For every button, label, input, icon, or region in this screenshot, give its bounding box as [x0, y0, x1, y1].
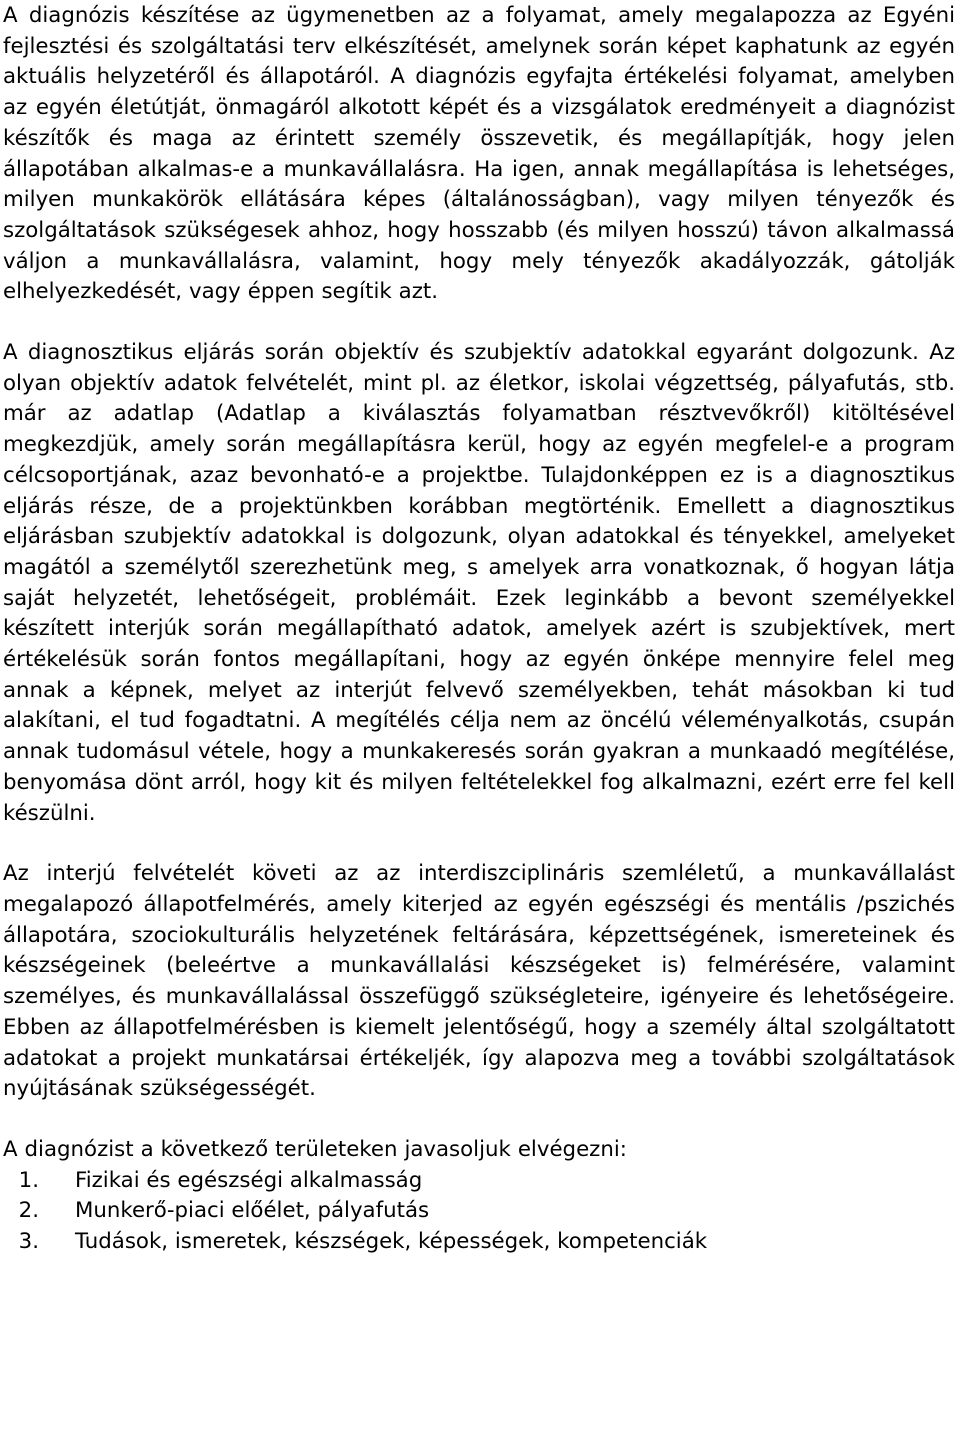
list-item-text: Tudások, ismeretek, készségek, képességek, kompetenciák — [75, 1229, 708, 1255]
list-item-number: 2. — [18, 1198, 39, 1224]
paragraph-gap — [3, 829, 955, 859]
list-item — [3, 1196, 955, 1227]
document-page — [3, 0, 955, 1258]
paragraph-assessment: Az interjú felvételét követi az az interdiszciplináris szemléletű, a munkavállalást megalapozó állapotfelmérés, amely kiterjed az egyén egészségi és mentális /pszichés állapotára, szociokulturális helyzetének feltárására, képzettségének, ismereteinek és készségeinek (beleértve a munkavállalási készségeket is) felmérésére, valamint személyes, és munkavállalással összefüggő szükségleteire, igényeire és lehetőségeire. Ebben az állapotfelmérésben is kiemelt jelentőségű, hogy a személy által szolgáltatott adatokat a projekt munkatársai értékeljék, így alapozva meg a további szolgáltatások nyújtásának szükségességét. — [3, 861, 955, 1102]
paragraph-gap — [3, 308, 955, 338]
paragraph-gap — [3, 1105, 955, 1135]
paragraph-diagnosis-intro: A diagnózis készítése az ügymenetben az a folyamat, amely megalapozza az Egyéni fejlesztési és szolgáltatási terv elkészítését, amelynek során képet kaphatunk az egyén aktuális helyzetéről és állapotáról. A diagnózis egyfajta értékelési folyamat, amelyben az egyén életútját, önmagáról alkotott képét és a vizsgálatok eredményeit a diagnózist készítők és maga az érintett személy összevetik, és megállapítják, hogy jelen állapotában alkalmas-e a munkavállalásra. Ha igen, annak megállapítása is lehetséges, milyen munkakörök ellátására képes (általánosságban), vagy milyen tényezők és szolgáltatások szükségesek ahhoz, hogy hosszabb (és milyen hosszú) távon alkalmassá váljon a munkavállalásra, valamint, hogy mely tényezők akadályozzák, gátolják elhelyezkedését, vagy éppen segítik azt. — [3, 3, 955, 305]
list-item — [3, 1227, 955, 1258]
list-item-text: Fizikai és egészségi alkalmasság — [75, 1167, 423, 1193]
list-item-number: 3. — [18, 1229, 39, 1255]
list-item-number: 1. — [18, 1167, 39, 1193]
diagnosis-areas-list — [3, 1166, 955, 1258]
paragraph-list-intro: A diagnózist a következő területeken javasoljuk elvégezni: — [3, 1136, 627, 1162]
list-item — [3, 1166, 955, 1197]
paragraph-diagnostic-procedure: A diagnosztikus eljárás során objektív és szubjektív adatokkal egyaránt dolgozunk. Az olyan objektív adatok felvételét, mint pl. az életkor, iskolai végzettség, pályafutás, stb. már az adatlap (Adatlap a kiválasztás folyamatban résztvevőkről) kitöltésével megkezdjük, amely során megállapításra kerül, hogy az egyén megfelel-e a program célcsoportjának, azaz bevonható-e a projektbe. Tulajdonképpen ez is a diagnosztikus eljárás része, de a projektünkben korábban megtörténik. Emellett a diagnosztikus eljárásban szubjektív adatokkal is dolgozunk, olyan adatokkal és tényekkel, amelyeket magától a személytől szerezhetünk meg, s amelyek arra vonatkoznak, ő hogyan látja saját helyzetét, lehetőségeit, problémáit. Ezek leginkább a bevont személyekkel készített interjúk során megállapítható adatok, amelyek azért is szubjektívek, mert értékelésük során fontos megállapítani, hogy az egyén önképe mennyire felel meg annak a képnek, melyet az interjút felvevő személyekben, tehát másokban ki tud alakítani, el tud fogadtatni. A megítélés célja nem az öncélú véleményalkotás, csupán annak tudomásul vétele, hogy a munkakeresés során gyakran a munkaadó megítélése, benyomása dönt arról, hogy kit és milyen feltételekkel fog alkalmazni, ezért erre fel kell készülni. — [3, 340, 955, 826]
list-item-text: Munkerő-piaci előélet, pályafutás — [75, 1198, 430, 1224]
